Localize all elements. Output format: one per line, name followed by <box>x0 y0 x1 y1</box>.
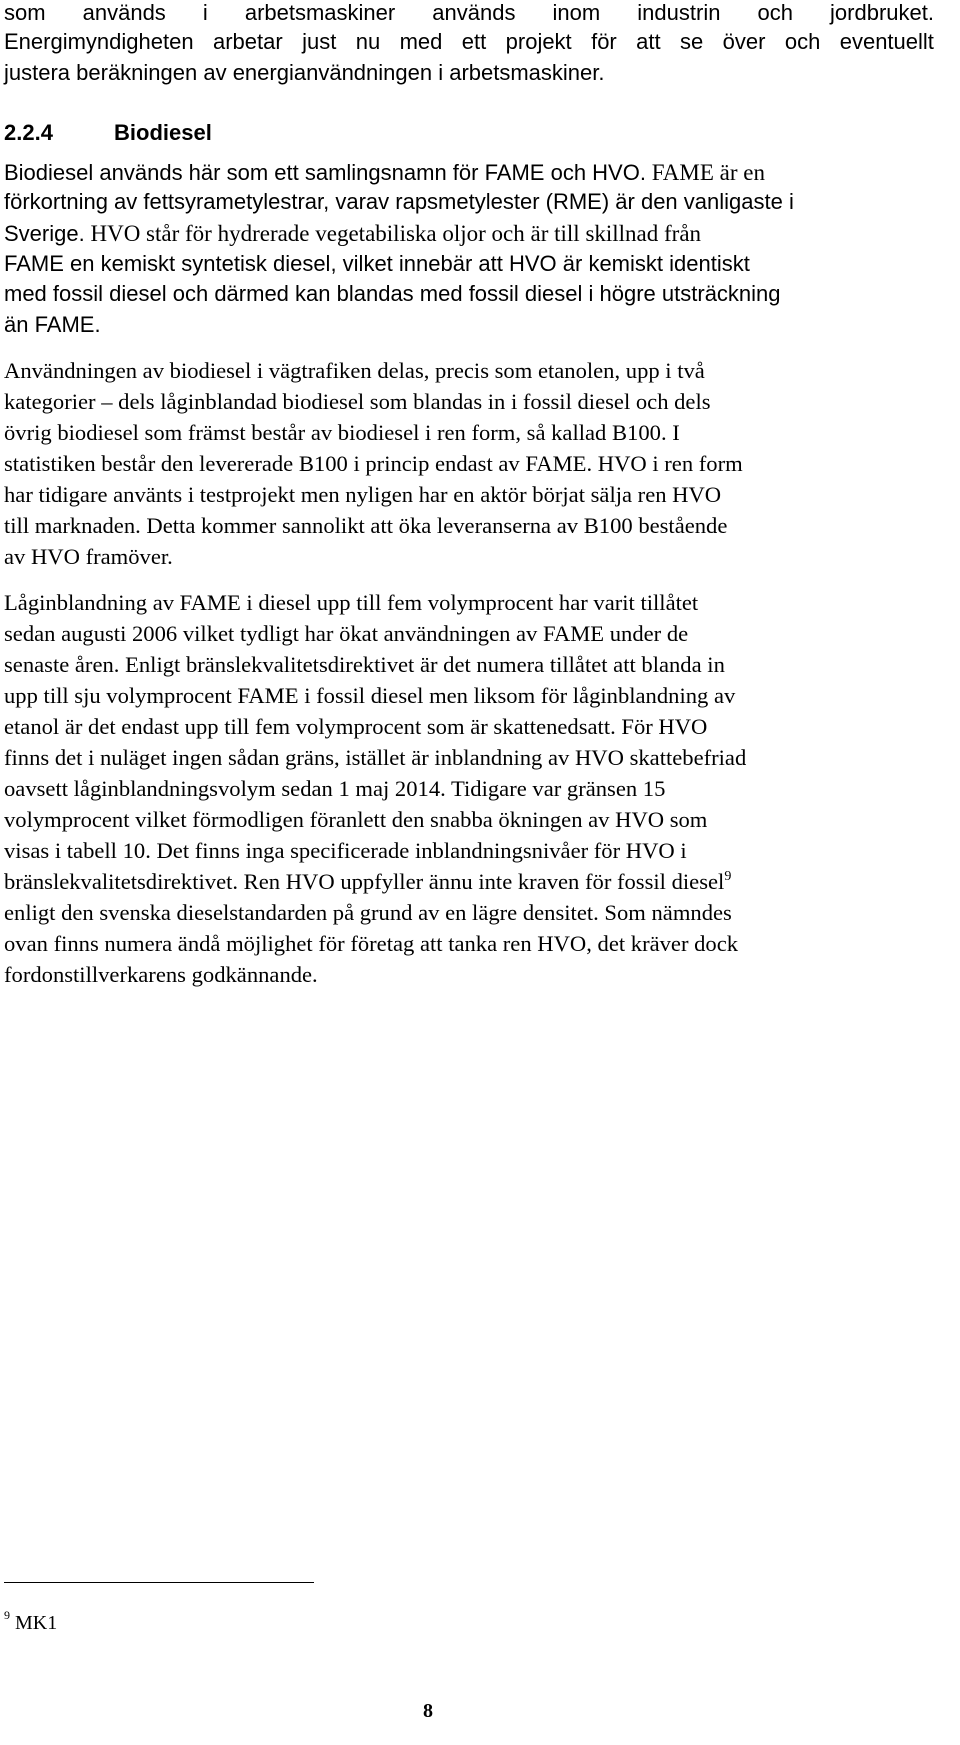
para3-line-8: volymprocent vilket förmodligen föranlett den snabba ökningen av HVO som <box>4 807 708 832</box>
para3-line-11: enligt den svenska dieselstandarden på grund av en lägre densitet. Som nämndes <box>4 900 732 925</box>
word: nu <box>355 29 381 54</box>
text-run: FAME är en <box>651 160 765 185</box>
para3-line-5: etanol är det endast upp till fem volymprocent som är skattenedsatt. För HVO <box>4 714 708 739</box>
intro-line-2 <box>4 31 934 53</box>
para3-line-9: visas i tabell 10. Det finns inga specificerade inblandningsnivåer för HVO i <box>4 838 687 863</box>
para2-line-5: har tidigare använts i testprojekt men nyligen har en aktör börjat sälja ren HVO <box>4 482 722 507</box>
para2-line-1: Användningen av biodiesel i vägtrafiken delas, precis som etanolen, upp i två <box>4 358 705 383</box>
para1-line-6: än FAME. <box>4 312 101 337</box>
text-run: Biodiesel används här som ett samlingsnamn för FAME och HVO. <box>4 160 646 185</box>
para2-line-6: till marknaden. Detta kommer sannolikt att öka leveranserna av B100 bestående <box>4 513 728 538</box>
word: arbetar <box>212 29 283 54</box>
word: med <box>399 29 443 54</box>
word: jordbruket. <box>830 0 934 25</box>
word: just <box>302 29 337 54</box>
intro-line-1 <box>4 2 934 24</box>
word: arbetsmaskiner <box>244 0 396 25</box>
para2-line-7: av HVO framöver. <box>4 544 173 569</box>
para2-line-2: kategorier – dels låginblandad biodiesel som blandas in i fossil diesel och dels <box>4 389 711 414</box>
para2-line-4: statistiken består den levererade B100 i princip endast av FAME. HVO i ren form <box>4 451 743 476</box>
footnote <box>4 1608 58 1635</box>
footnote-reference: 9 <box>724 869 732 884</box>
para1-line-3 <box>4 222 701 245</box>
word: eventuellt <box>839 29 934 54</box>
para3-line-10 <box>4 871 731 894</box>
word: ett <box>461 29 487 54</box>
para3-line-1: Låginblandning av FAME i diesel upp till fem volymprocent har varit tillåtet <box>4 590 699 615</box>
section-title: Biodiesel <box>114 120 212 145</box>
text-run: HVO står för hydrerade vegetabiliska oljor och är till skillnad från <box>90 221 702 246</box>
word: och <box>757 0 793 25</box>
para3-line-13: fordonstillverkarens godkännande. <box>4 962 318 987</box>
word: Energimyndigheten <box>4 29 194 54</box>
para3-line-4: upp till sju volymprocent FAME i fossil diesel men liksom för låginblandning av <box>4 683 736 708</box>
para1-line-4: FAME en kemiskt syntetisk diesel, vilket innebär att HVO är kemiskt identiskt <box>4 251 750 276</box>
word: projekt <box>505 29 572 54</box>
word: och <box>784 29 821 54</box>
word: i <box>202 0 208 25</box>
para3-line-6: finns det i nuläget ingen sådan gräns, istället är inblandning av HVO skattebefriad <box>4 745 747 770</box>
footnote-number: 9 <box>4 1608 10 1622</box>
word: industrin <box>637 0 721 25</box>
word: se <box>680 29 704 54</box>
para1-line-2: förkortning av fettsyrametylestrar, varav rapsmetylester (RME) är den vanligaste i <box>4 189 794 214</box>
footnote-text: MK1 <box>15 1612 58 1634</box>
footnote-separator <box>4 1582 314 1583</box>
intro-line-3: justera beräkningen av energianvändningen i arbetsmaskiner. <box>4 60 605 85</box>
word: används <box>82 0 166 25</box>
page-number: 8 <box>423 1700 433 1722</box>
section-number: 2.2.4 <box>4 120 53 145</box>
para2-line-3: övrig biodiesel som främst består av biodiesel i ren form, så kallad B100. I <box>4 420 680 445</box>
text-run: bränslekvalitetsdirektivet. Ren HVO uppfyller ännu inte kraven för fossil diesel <box>4 869 725 894</box>
text-run: Sverige. <box>4 221 85 246</box>
para1-line-1 <box>4 161 765 184</box>
word: för <box>591 29 617 54</box>
para3-line-7: oavsett låginblandningsvolym sedan 1 maj 2014. Tidigare var gränsen 15 <box>4 776 666 801</box>
word: används <box>432 0 516 25</box>
para1-line-5: med fossil diesel och därmed kan blandas med fossil diesel i högre utsträckning <box>4 281 781 306</box>
word: inom <box>552 0 601 25</box>
word: över <box>722 29 766 54</box>
word: som <box>4 0 46 25</box>
para3-line-12: ovan finns numera ändå möjlighet för företag att tanka ren HVO, det kräver dock <box>4 931 739 956</box>
para3-line-2: sedan augusti 2006 vilket tydligt har ökat användningen av FAME under de <box>4 621 689 646</box>
word: att <box>636 29 661 54</box>
section-heading <box>4 120 212 146</box>
para3-line-3: senaste åren. Enligt bränslekvalitetsdirektivet är det numera tillåtet att blanda in <box>4 652 725 677</box>
